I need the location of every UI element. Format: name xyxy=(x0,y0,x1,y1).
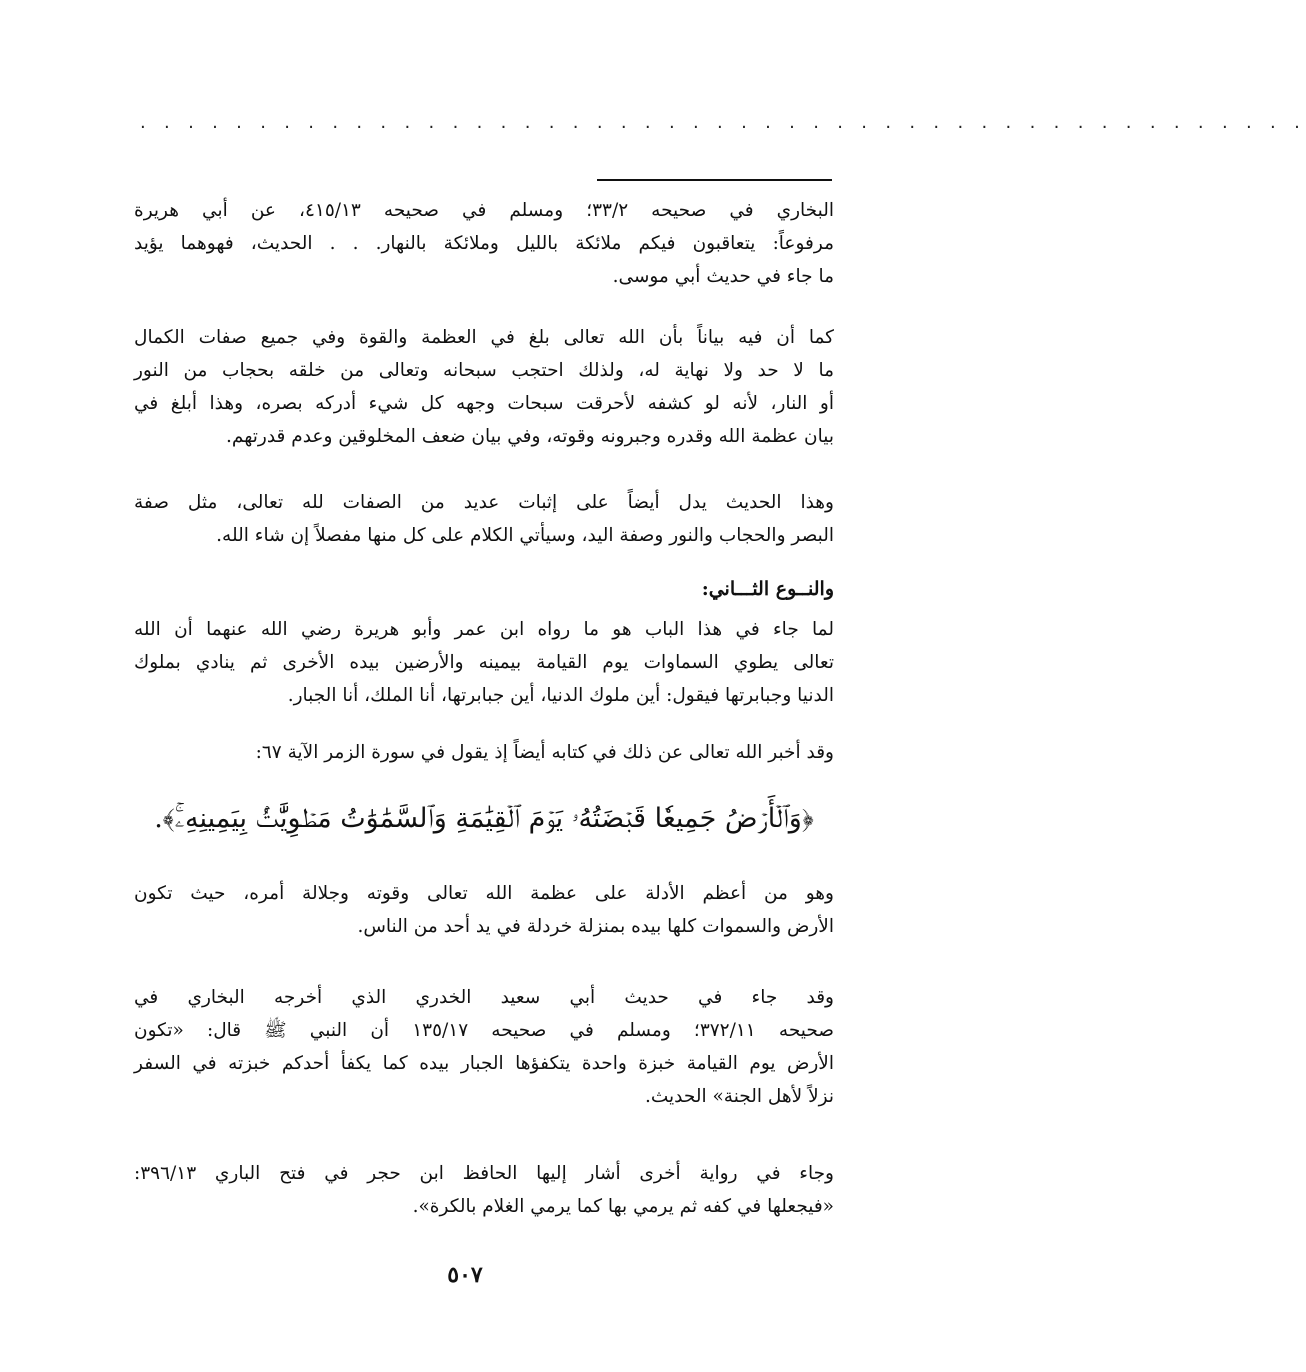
paragraph-4 xyxy=(134,613,834,712)
text-line: الأرض يوم القيامة خبزة واحدة يتكفؤها الجبار بيده كما يكفأ أحدكم خبزته في السفر xyxy=(134,1053,834,1074)
text-line: تعالى يطوي السماوات يوم القيامة بيمينه والأرضين بيده الأخرى ثم ينادي بملوك xyxy=(134,652,834,673)
text-line: وهو من أعظم الأدلة على عظمة الله تعالى وقوته وجلالة أمره، حيث تكون xyxy=(134,883,834,904)
text-line: وقد جاء في حديث أبي سعيد الخدري الذي أخرجه البخاري في xyxy=(134,987,834,1008)
text-line: مرفوعاً: يتعاقبون فيكم ملائكة بالليل وملائكة بالنهار. . . الحديث، فهوهما يؤيد xyxy=(134,233,834,254)
text-line: البصر والحجاب والنور وصفة اليد، وسيأتي الكلام على كل منها مفصلاً إن شاء الله. xyxy=(216,525,834,546)
text-line: كما أن فيه بياناً بأن الله تعالى بلغ في العظمة والقوة وفي جميع صفات الكمال xyxy=(134,327,834,348)
text-line: وجاء في رواية أخرى أشار إليها الحافظ ابن حجر في فتح الباري ٣٩٦/١٣: xyxy=(134,1163,834,1184)
text-line: الأرض والسموات كلها بيده بمنزلة خردلة في يد أحد من الناس. xyxy=(357,916,834,937)
quran-verse: ﴿وَٱلۡأَرۡضُ جَمِيعٗا قَبۡضَتُهُۥ يَوۡمَ ٱلۡقِيَٰمَةِ وَٱلسَّمَٰوَٰتُ مَطۡوِيَّٰتُۢ بِيَمِينِهِۦۚ﴾. xyxy=(154,803,814,834)
paragraph-3 xyxy=(134,486,834,552)
text-line: ما جاء في حديث أبي موسى. xyxy=(612,266,834,287)
paragraph-6 xyxy=(134,877,834,943)
separator-dots: . . . . . . . . . . . . . . . . . . . . . . . . . . . . . . . . . . . . . . . . . . . . . . . . . xyxy=(140,112,1306,133)
paragraph-7 xyxy=(134,981,834,1113)
text-line: وهذا الحديث يدل أيضاً على إثبات عديد من الصفات لله تعالى، مثل صفة xyxy=(134,492,834,513)
text-line: وقد أخبر الله تعالى عن ذلك في كتابه أيضاً إذ يقول في سورة الزمر الآية ٦٧: xyxy=(255,742,834,763)
text-line: لما جاء في هذا الباب هو ما رواه ابن عمر وأبو هريرة رضي الله عنهما أن الله xyxy=(134,619,834,640)
paragraph-2 xyxy=(134,321,834,453)
text-line: «فيجعلها في كفه ثم يرمي بها كما يرمي الغلام بالكرة». xyxy=(412,1196,834,1217)
paragraph-8 xyxy=(134,1157,834,1223)
text-line: بيان عظمة الله وقدره وجبرونه وقوته، وفي بيان ضعف المخلوقين وعدم قدرتهم. xyxy=(226,426,834,447)
footnote-rule xyxy=(597,179,832,181)
paragraph-1 xyxy=(134,194,834,293)
text-line: الدنيا وجبابرتها فيقول: أين ملوك الدنيا، أين جبابرتها، أنا الملك، أنا الجبار. xyxy=(287,685,834,706)
page-number: ٥٠٧ xyxy=(447,1262,483,1288)
text-line: البخاري في صحيحه ٣٣/٢؛ ومسلم في صحيحه ٤١٥/١٣، عن أبي هريرة xyxy=(134,200,834,221)
text-line: ما لا حد ولا نهاية له، ولذلك احتجب سبحانه وتعالى من خلقه بحجاب من النور xyxy=(134,360,834,381)
text-line: صحيحه ٣٧٢/١١؛ ومسلم في صحيحه ١٣٥/١٧ أن النبي ﷺ قال: «تكون xyxy=(134,1020,834,1041)
section-heading: والنــوع الثـــاني: xyxy=(701,578,834,600)
text-line: نزلاً لأهل الجنة» الحديث. xyxy=(644,1086,834,1107)
text-line: أو النار، لأنه لو كشفه لأحرقت سبحات وجهه كل شيء أدركه بصره، وهذا أبلغ في xyxy=(134,393,834,414)
paragraph-5 xyxy=(134,736,834,769)
